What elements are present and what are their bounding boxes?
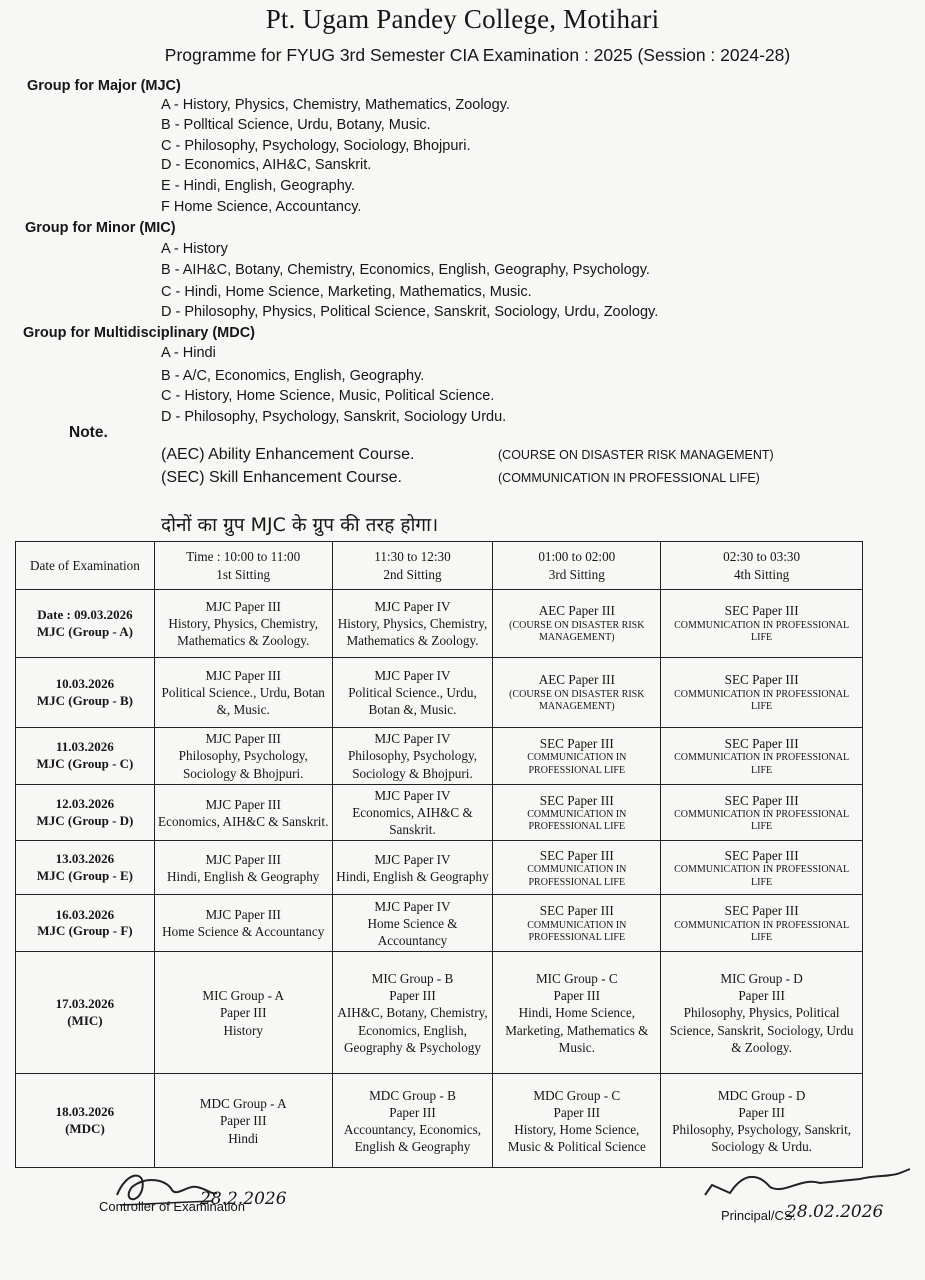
exam-group: MJC (Group - C) (36, 756, 134, 771)
exam-date: 12.03.2026 (55, 795, 115, 811)
sitting-cell (661, 658, 863, 728)
principal-sign-date: 28.02.2026 (786, 1202, 884, 1222)
exam-date: 10.03.2026 (55, 675, 115, 691)
paper-title: SEC Paper III (539, 847, 614, 863)
controller-label: Controller of Examination (99, 1199, 245, 1214)
sitting-time: 02:30 to 03:30 (723, 549, 801, 565)
table-header-row (16, 542, 863, 590)
paper-title: MDC Group - A (199, 1096, 287, 1112)
sitting-cell (154, 658, 332, 728)
paper-subjects: Political Science., Urdu, Botan &, Music. (161, 684, 325, 718)
table-row (16, 658, 863, 728)
paper-title: MJC Paper IV (374, 667, 451, 683)
paper-subjects: Hindi (228, 1130, 259, 1146)
sitting-cell (493, 895, 661, 952)
paper-number: Paper III (738, 988, 785, 1004)
mdc-group-line: C - History, Home Science, Music, Political Science. (161, 388, 495, 404)
page-subtitle: Programme for FYUG 3rd Semester CIA Examination : 2025 (Session : 2024-28) (164, 45, 791, 65)
paper-title: SEC Paper III (724, 735, 799, 751)
paper-title: SEC Paper III (539, 903, 614, 919)
exam-date: 18.03.2026 (55, 1104, 115, 1120)
note-sec: (SEC) Skill Enhancement Course. (161, 469, 402, 486)
sitting-cell (661, 728, 863, 785)
table-row (16, 841, 863, 895)
sitting-cell (493, 952, 661, 1074)
paper-subjects: Philosophy, Psychology, Sanskrit, Sociology & Urdu. (672, 1121, 852, 1155)
table-row (16, 590, 863, 658)
exam-group: MJC (Group - E) (36, 867, 134, 883)
paper-subjects: COMMUNICATION IN PROFESSIONAL LIFE (527, 864, 627, 888)
paper-title: MJC Paper IV (374, 731, 451, 747)
exam-group: (MDC) (65, 1120, 105, 1136)
paper-subjects: History, Home Science, Music & Political Science (507, 1121, 646, 1155)
header-sitting-4 (661, 542, 863, 590)
sitting-label: 2nd Sitting (383, 566, 442, 582)
sitting-cell (332, 1074, 493, 1168)
sitting-label: 1st Sitting (216, 566, 271, 582)
paper-title: MIC Group - C (535, 971, 618, 987)
paper-number: Paper III (553, 1104, 601, 1120)
page-title: Pt. Ugam Pandey College, Motihari (265, 4, 660, 34)
date-cell (16, 841, 155, 895)
note-label: Note. (69, 424, 108, 441)
note-aec-desc: (COURSE ON DISASTER RISK MANAGEMENT) (498, 448, 774, 462)
major-group-line: A - History, Physics, Chemistry, Mathematics, Zoology. (161, 97, 510, 113)
sitting-label: 3rd Sitting (548, 566, 605, 582)
paper-title: MIC Group - A (202, 988, 285, 1004)
paper-title: MJC Paper III (205, 667, 281, 683)
minor-group-line: A - History (161, 241, 228, 257)
sitting-cell (332, 728, 493, 785)
exam-schedule-table (15, 541, 863, 1168)
sitting-cell (493, 785, 661, 841)
sitting-cell (154, 728, 332, 785)
paper-subjects: Philosophy, Physics, Political Science, Sanskrit, Sociology, Urdu & Zoology. (669, 1005, 854, 1055)
sitting-cell (661, 1074, 863, 1168)
date-cell (16, 895, 155, 952)
paper-title: MJC Paper IV (374, 898, 451, 914)
exam-group: MJC (Group - F) (37, 923, 133, 939)
table-row (16, 895, 863, 952)
sitting-cell (661, 841, 863, 895)
table-row (16, 1074, 863, 1168)
sitting-cell (493, 728, 661, 785)
minor-group-line: C - Hindi, Home Science, Marketing, Mathematics, Music. (161, 284, 532, 300)
paper-subjects: (COURSE ON DISASTER RISK MANAGEMENT) (509, 619, 645, 644)
paper-title: AEC Paper III (538, 672, 615, 688)
table-row (16, 952, 863, 1074)
paper-title: MDC Group - B (369, 1087, 456, 1103)
table-row (16, 728, 863, 785)
table-row (16, 785, 863, 841)
paper-subjects: History, Physics, Chemistry, Mathematics & Zoology. (337, 615, 488, 649)
paper-subjects: (COURSE ON DISASTER RISK MANAGEMENT) (509, 688, 645, 713)
sitting-cell (661, 785, 863, 841)
paper-subjects: COMMUNICATION IN PROFESSIONAL LIFE (674, 619, 850, 644)
sitting-cell (154, 1074, 332, 1168)
paper-subjects: Home Science & Accountancy (162, 924, 325, 940)
paper-subjects: Philosophy, Psychology, Sociology & Bhojpuri. (178, 748, 308, 781)
mdc-group-line: A - Hindi (161, 345, 216, 361)
sitting-cell (154, 841, 332, 895)
paper-title: SEC Paper III (539, 735, 614, 751)
sitting-cell (661, 590, 863, 658)
paper-title: SEC Paper III (724, 672, 799, 688)
paper-subjects: Economics, AIH&C & Sanskrit. (158, 813, 329, 829)
paper-title: MJC Paper III (205, 907, 281, 923)
sitting-label: 4th Sitting (733, 566, 790, 582)
paper-title: SEC Paper III (724, 792, 799, 808)
exam-group: MJC (Group - B) (36, 692, 134, 708)
principal-label: Principal/CS. (721, 1208, 797, 1223)
date-cell (16, 658, 155, 728)
paper-title: MJC Paper IV (374, 598, 451, 614)
sitting-cell (493, 590, 661, 658)
paper-title: MIC Group - D (720, 971, 803, 987)
sitting-cell (332, 952, 493, 1074)
date-cell (16, 590, 155, 658)
sitting-cell (154, 785, 332, 841)
paper-subjects: Accountancy, Economics, English & Geography (343, 1121, 482, 1155)
paper-title: MJC Paper III (205, 851, 281, 867)
paper-title: SEC Paper III (724, 903, 799, 919)
minor-group-heading: Group for Minor (MIC) (25, 220, 176, 236)
sitting-cell (661, 952, 863, 1074)
paper-title: MIC Group - B (371, 971, 454, 987)
paper-subjects: COMMUNICATION IN PROFESSIONAL LIFE (674, 864, 850, 888)
date-cell (16, 728, 155, 785)
controller-sign-date: 28.2.2026 (200, 1189, 287, 1209)
paper-title: MJC Paper IV (374, 851, 451, 867)
paper-title: MDC Group - D (717, 1087, 806, 1103)
paper-number: Paper III (389, 988, 436, 1004)
paper-number: Paper III (219, 1005, 267, 1021)
paper-subjects: COMMUNICATION IN PROFESSIONAL LIFE (674, 919, 850, 944)
paper-subjects: COMMUNICATION IN PROFESSIONAL LIFE (527, 752, 627, 776)
paper-title: MJC Paper III (205, 598, 281, 614)
header-sitting-1 (154, 542, 332, 590)
sitting-cell (493, 1074, 661, 1168)
sitting-cell (493, 658, 661, 728)
minor-group-line: D - Philosophy, Physics, Political Science, Sanskrit, Sociology, Urdu, Zoology. (161, 304, 659, 320)
exam-date: 16.03.2026 (55, 906, 115, 922)
mdc-group-line: B - A/C, Economics, English, Geography. (161, 368, 425, 384)
paper-title: MJC Paper III (205, 731, 281, 747)
sitting-time: 01:00 to 02:00 (538, 549, 616, 565)
hindi-note: दोनों का ग्रुप MJC के ग्रुप की तरह होगा। (161, 514, 439, 536)
major-group-line: F Home Science, Accountancy. (161, 199, 362, 215)
sitting-cell (154, 952, 332, 1074)
paper-subjects: COMMUNICATION IN PROFESSIONAL LIFE (674, 752, 850, 776)
paper-number: Paper III (738, 1104, 785, 1120)
date-cell (16, 785, 155, 841)
header-date: Date of Examination (16, 542, 155, 590)
paper-title: SEC Paper III (539, 792, 614, 808)
exam-date: 13.03.2026 (55, 851, 115, 867)
major-group-line: E - Hindi, English, Geography. (161, 178, 355, 194)
paper-subjects: Economics, AIH&C & Sanskrit. (352, 805, 473, 838)
paper-number: Paper III (219, 1113, 267, 1129)
paper-subjects: COMMUNICATION IN PROFESSIONAL LIFE (674, 808, 850, 833)
sitting-cell (332, 785, 493, 841)
header-sitting-3 (493, 542, 661, 590)
exam-group: (MIC) (67, 1012, 103, 1028)
paper-subjects: Home Science & Accountancy (367, 915, 458, 949)
sitting-cell (332, 895, 493, 952)
header-sitting-2 (332, 542, 493, 590)
principal-signature-icon (700, 1165, 915, 1205)
paper-subjects: History (223, 1022, 263, 1038)
paper-title: AEC Paper III (538, 603, 615, 619)
paper-subjects: COMMUNICATION IN PROFESSIONAL LIFE (674, 688, 850, 713)
major-group-heading: Group for Major (MJC) (27, 78, 181, 94)
note-aec: (AEC) Ability Enhancement Course. (161, 446, 415, 463)
date-cell (16, 1074, 155, 1168)
minor-group-line: B - AIH&C, Botany, Chemistry, Economics, English, Geography, Psychology. (161, 262, 650, 278)
major-group-line: D - Economics, AIH&C, Sanskrit. (161, 157, 372, 173)
date-cell (16, 952, 155, 1074)
note-sec-desc: (COMMUNICATION IN PROFESSIONAL LIFE) (498, 471, 760, 485)
paper-subjects: History, Physics, Chemistry, Mathematics & Zoology. (168, 615, 319, 649)
paper-subjects: COMMUNICATION IN PROFESSIONAL LIFE (527, 919, 627, 944)
mdc-group-line: D - Philosophy, Psychology, Sanskrit, Sociology Urdu. (161, 409, 507, 425)
paper-title: MJC Paper III (205, 796, 281, 812)
paper-subjects: Hindi, Home Science, Marketing, Mathematics & Music. (505, 1005, 649, 1055)
paper-subjects: Political Science., Urdu, Botan &, Music. (348, 684, 477, 718)
sitting-cell (493, 841, 661, 895)
sitting-cell (332, 658, 493, 728)
mdc-group-heading: Group for Multidisciplinary (MDC) (23, 325, 255, 341)
paper-subjects: AIH&C, Botany, Chemistry, Economics, English, Geography & Psychology (337, 1005, 488, 1055)
paper-subjects: COMMUNICATION IN PROFESSIONAL LIFE (527, 808, 627, 833)
paper-title: SEC Paper III (724, 847, 799, 863)
exam-group: MJC (Group - A) (36, 623, 134, 639)
paper-title: SEC Paper III (724, 603, 799, 619)
major-group-line: C - Philosophy, Psychology, Sociology, Bhojpuri. (161, 138, 471, 154)
sitting-cell (154, 590, 332, 658)
exam-group: MJC (Group - D) (36, 812, 134, 828)
sitting-cell (332, 841, 493, 895)
paper-number: Paper III (389, 1104, 436, 1120)
sitting-cell (332, 590, 493, 658)
paper-title: MJC Paper IV (374, 788, 451, 803)
exam-date: 17.03.2026 (55, 996, 115, 1012)
major-group-line: B - Polltical Science, Urdu, Botany, Music. (161, 117, 431, 133)
paper-number: Paper III (553, 988, 601, 1004)
sitting-time: Time : 10:00 to 11:00 (186, 549, 301, 565)
paper-title: MDC Group - C (533, 1087, 621, 1103)
paper-subjects: Hindi, English & Geography (167, 868, 320, 884)
exam-date: Date : 09.03.2026 (37, 606, 133, 622)
paper-subjects: Philosophy, Psychology, Sociology & Bhojpuri. (347, 748, 478, 781)
sitting-cell (661, 895, 863, 952)
sitting-cell (154, 895, 332, 952)
exam-date: 11.03.2026 (56, 739, 114, 755)
sitting-time: 11:30 to 12:30 (374, 549, 451, 565)
paper-subjects: Hindi, English & Geography (336, 868, 489, 884)
